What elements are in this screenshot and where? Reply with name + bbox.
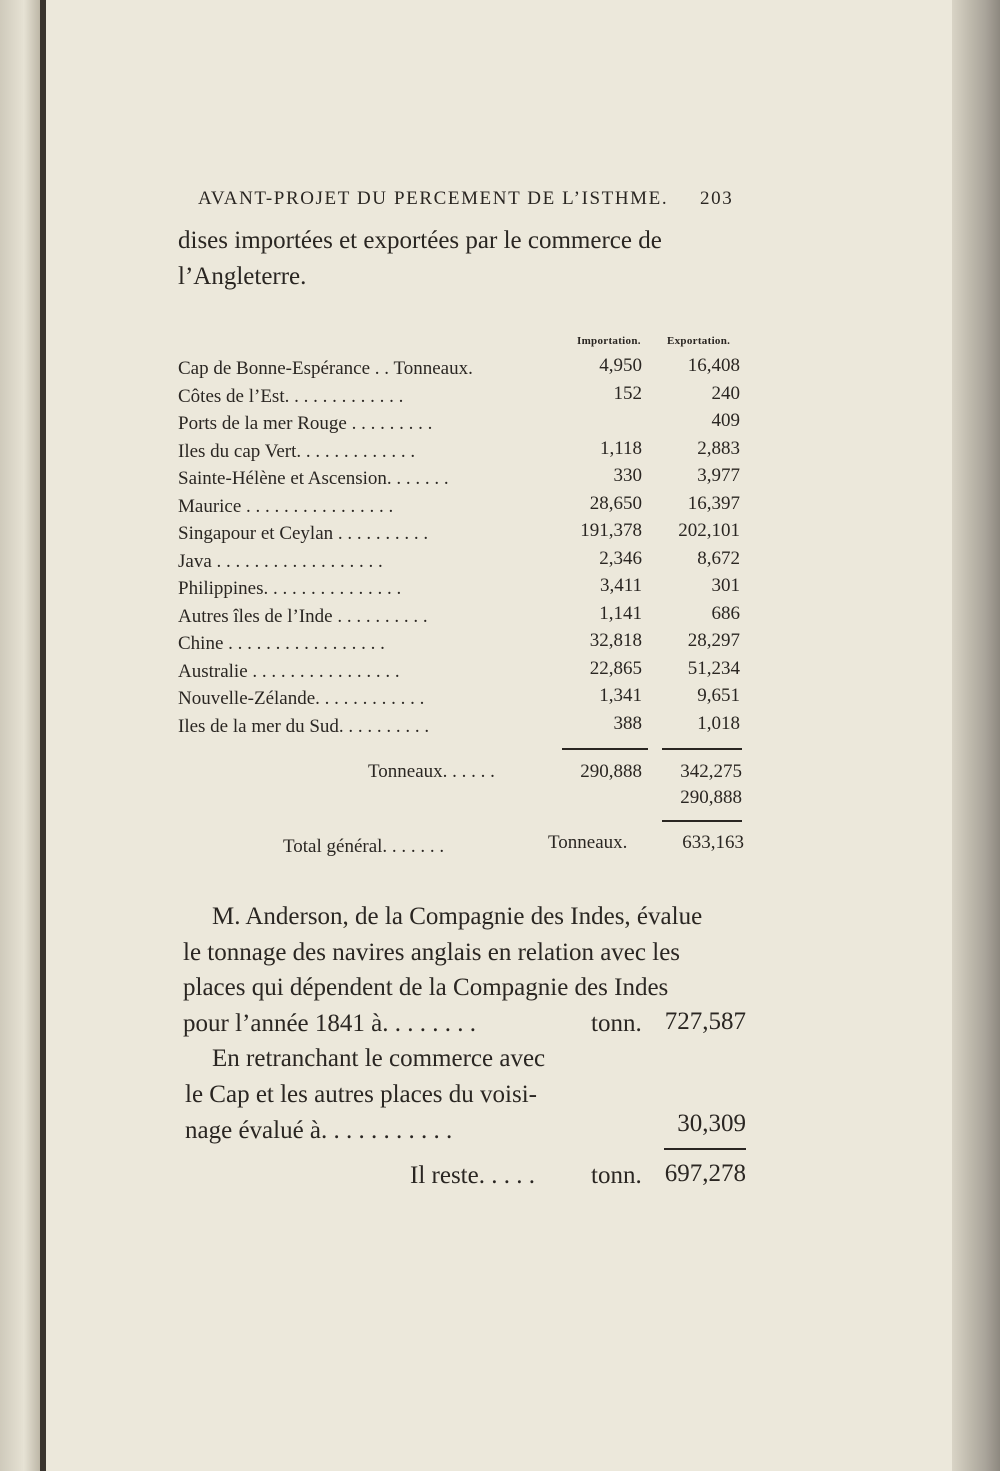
reste-unit: tonn. <box>591 1162 642 1189</box>
table-row-label: Maurice . . . . . . . . . . . . . . . . <box>178 496 394 517</box>
table-cell-import: 2,346 <box>599 548 642 569</box>
table-cell-import: 1,141 <box>599 603 642 624</box>
table-cell-export: 3,977 <box>697 465 740 486</box>
table-cell-import: 3,411 <box>599 575 642 596</box>
table-cell-import: 191,378 <box>580 520 642 541</box>
table-cell-export: 2,883 <box>697 438 740 459</box>
table-cell-export: 1,018 <box>697 713 740 734</box>
table-row-label: Nouvelle-Zélande. . . . . . . . . . . . <box>178 688 425 709</box>
table-cell-export: 202,101 <box>678 520 740 541</box>
table-cell-export: 9,651 <box>697 685 740 706</box>
reste-rule <box>664 1148 746 1150</box>
table-cell-export: 686 <box>711 603 740 624</box>
intro-line-1: dises importées et exportées par le commerce de <box>178 227 662 254</box>
table-cell-import: 330 <box>613 465 642 486</box>
cape-value: 30,309 <box>677 1110 746 1137</box>
anderson-total: 727,587 <box>664 1008 746 1035</box>
carry-export: 290,888 <box>680 787 742 808</box>
table-row-label: Autres îles de l’Inde . . . . . . . . . . <box>178 606 428 627</box>
table-cell-export: 16,408 <box>687 355 740 376</box>
table-row-label: Chine . . . . . . . . . . . . . . . . . <box>178 633 385 654</box>
para-line-6: le Cap et les autres places du voisi- <box>185 1081 537 1108</box>
page-stack-edge <box>952 0 1000 1471</box>
column-header-export: Exportation. <box>667 335 731 347</box>
reste-label: Il reste. . . . . <box>410 1162 535 1189</box>
table-cell-export: 240 <box>711 383 740 404</box>
total-value: 633,163 <box>682 832 744 853</box>
table-cell-export: 16,397 <box>687 493 740 514</box>
subtotal-import: 290,888 <box>580 761 642 782</box>
subtotal-label: Tonneaux. . . . . . <box>368 761 495 782</box>
total-label: Total général. . . . . . . <box>283 836 445 857</box>
table-cell-import: 1,118 <box>599 438 642 459</box>
para-line-1: M. Anderson, de la Compagnie des Indes, évalue <box>212 903 703 930</box>
table-row-label: Iles de la mer du Sud. . . . . . . . . . <box>178 716 430 737</box>
table-row-label: Iles du cap Vert. . . . . . . . . . . . . <box>178 441 416 462</box>
table-cell-import: 388 <box>613 713 642 734</box>
running-header: AVANT-PROJET DU PERCEMENT DE L’ISTHME. <box>198 188 669 209</box>
table-cell-export: 409 <box>711 410 740 431</box>
para-line-4-unit: tonn. <box>591 1010 642 1037</box>
facing-page-edge <box>0 0 40 1471</box>
table-cell-export: 301 <box>711 575 740 596</box>
table-cell-import: 1,341 <box>599 685 642 706</box>
table-cell-import: 4,950 <box>599 355 642 376</box>
table-cell-import: 32,818 <box>589 630 642 651</box>
table-row-label: Sainte-Hélène et Ascension. . . . . . . <box>178 468 449 489</box>
para-line-2: le tonnage des navires anglais en relation avec les <box>183 939 681 966</box>
table-row-label: Australie . . . . . . . . . . . . . . . . <box>178 661 400 682</box>
subtotal-rule-import <box>562 748 648 750</box>
table-row-label: Philippines. . . . . . . . . . . . . . . <box>178 578 402 599</box>
table-cell-import: 22,865 <box>589 658 642 679</box>
table-row-label: Ports de la mer Rouge . . . . . . . . . <box>178 413 433 434</box>
table-cell-export: 28,297 <box>687 630 740 651</box>
page-number: 203 <box>700 188 734 209</box>
table-row-label: Java . . . . . . . . . . . . . . . . . . <box>178 551 383 572</box>
table-cell-export: 8,672 <box>697 548 740 569</box>
table-row-label: Côtes de l’Est. . . . . . . . . . . . . <box>178 386 404 407</box>
para-line-7: nage évalué à. . . . . . . . . . . <box>185 1117 453 1144</box>
intro-line-2: l’Angleterre. <box>178 263 307 290</box>
para-line-4: pour l’année 1841 à. . . . . . . . <box>183 1010 476 1037</box>
table-cell-export: 51,234 <box>687 658 740 679</box>
column-header-import: Importation. <box>577 335 641 347</box>
para-line-5: En retranchant le commerce avec <box>212 1045 546 1072</box>
subtotal-export: 342,275 <box>680 761 742 782</box>
table-row-label: Singapour et Ceylan . . . . . . . . . . <box>178 523 429 544</box>
total-unit: Tonneaux. <box>548 832 628 853</box>
reste-value: 697,278 <box>664 1160 746 1187</box>
para-line-3: places qui dépendent de la Compagnie des Indes <box>183 974 669 1001</box>
table-cell-import: 152 <box>613 383 642 404</box>
total-rule <box>662 820 742 822</box>
table-row-label: Cap de Bonne-Espérance . . Tonneaux. <box>178 358 473 379</box>
table-cell-import: 28,650 <box>589 493 642 514</box>
subtotal-rule-export <box>662 748 742 750</box>
